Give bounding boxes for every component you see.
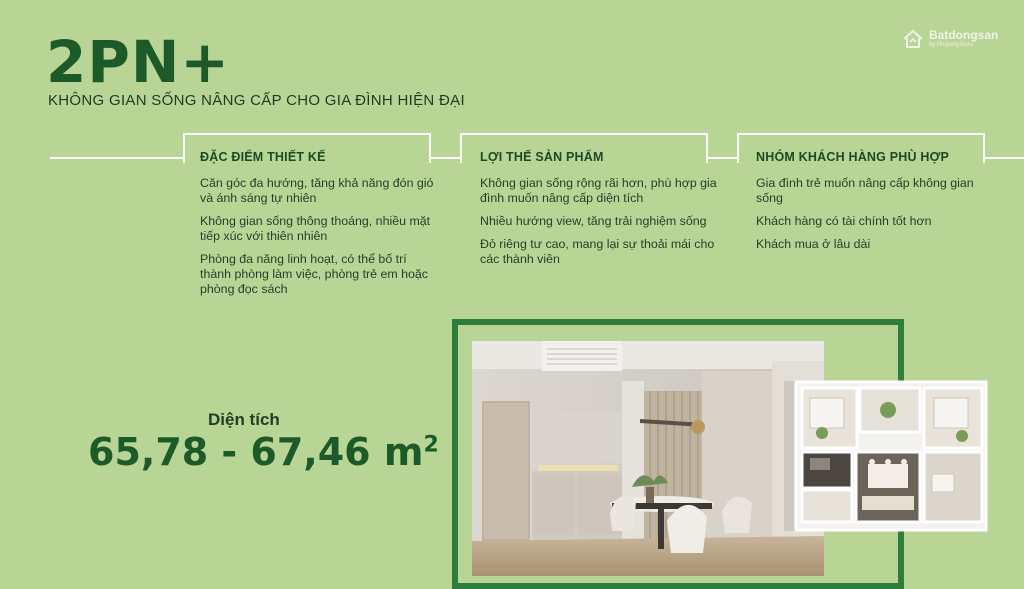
column-item: Gia đình trẻ muốn nâng cấp không gian sống [756, 176, 974, 205]
divider-vline-2a [460, 133, 462, 163]
divider-vline-3a [737, 133, 739, 163]
page-title: 2PN+ [46, 28, 231, 96]
column-heading: NHÓM KHÁCH HÀNG PHÙ HỢP [756, 150, 950, 164]
interior-illustration [472, 341, 824, 576]
divider-line-top-2 [460, 133, 708, 135]
area-label: Diện tích [208, 410, 280, 429]
column-heading: ĐẶC ĐIỂM THIẾT KẾ [200, 150, 326, 164]
column-item: Đỏ riêng tư cao, mang lại sự thoải mái cho các thành viên [480, 237, 715, 266]
divider-vline-1a [183, 133, 185, 163]
interior-photo [472, 341, 824, 576]
column-item: Nhiều hướng view, tăng trải nghiệm sống [480, 214, 707, 228]
column-target-customers [756, 150, 996, 260]
column-item: Không gian sống rộng rãi hơn, phù hợp gia đình muốn nâng cấp diện tích [480, 176, 717, 205]
watermark-name: Batdongsan [929, 28, 999, 42]
column-product-advantages [480, 150, 720, 275]
column-item: Khách mua ở lâu dài [756, 237, 871, 251]
area-unit-superscript: 2 [423, 432, 439, 458]
divider-line-top-1 [183, 133, 431, 135]
page-subtitle: KHÔNG GIAN SỐNG NÂNG CẤP CHO GIA ĐÌNH HIỆN ĐẠI [48, 92, 465, 109]
watermark-sub: by PropertyGuru [929, 42, 974, 48]
floor-plan-image [792, 378, 990, 533]
column-item: Phòng đa năng linh hoạt, có thể bố trí thành phòng làm việc, phòng trẻ em hoặc phòng đọc sách [200, 252, 428, 296]
column-heading: LỢI THẾ SẢN PHẨM [480, 150, 604, 164]
column-design-features [200, 150, 440, 305]
house-icon [902, 28, 924, 50]
area-number: 65,78 - 67,46 m [88, 430, 424, 474]
column-item: Khách hàng có tài chính tốt hơn [756, 214, 932, 228]
column-item: Căn góc đa hướng, tăng khả năng đón gió và ánh sáng tự nhiên [200, 176, 434, 205]
watermark-logo [902, 28, 1014, 52]
divider-line-left [50, 157, 184, 159]
area-value [88, 430, 439, 474]
floor-plan-illustration [792, 378, 990, 533]
column-item: Không gian sống thông thoáng, nhiều mặt tiếp xúc với thiên nhiên [200, 214, 431, 243]
divider-line-top-3 [737, 133, 985, 135]
